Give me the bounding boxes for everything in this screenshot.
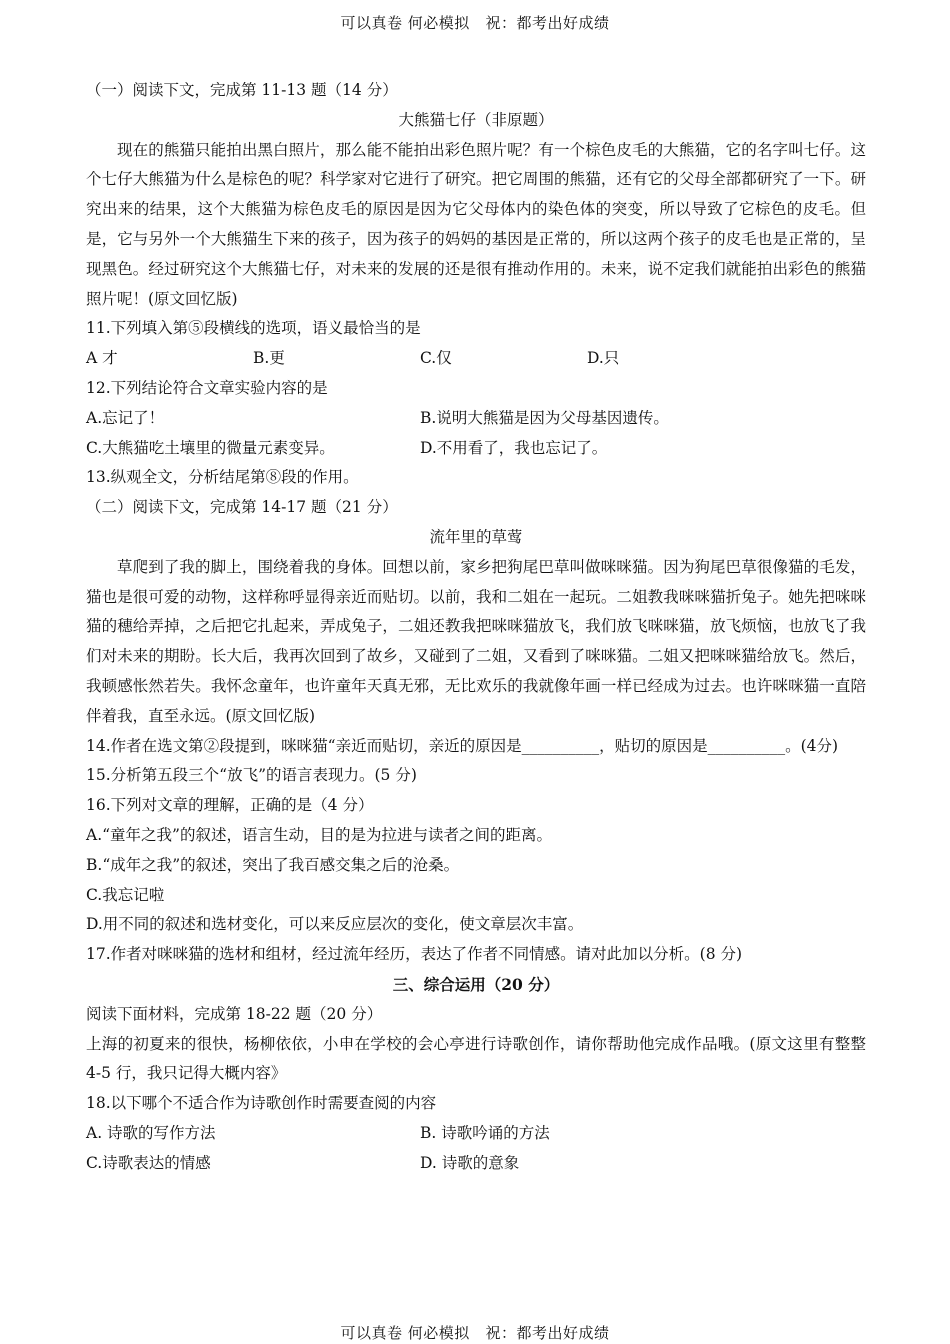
question-12: 12.下列结论符合文章实验内容的是 xyxy=(86,378,328,397)
option-d: D. 诗歌的意象 xyxy=(420,1153,520,1172)
passage-title: 流年里的草莺 xyxy=(429,527,523,546)
question-11-options xyxy=(86,344,866,374)
option-b: B. 诗歌吟诵的方法 xyxy=(420,1123,550,1142)
section-intro: （一）阅读下文，完成第 11-13 题（14 分） xyxy=(86,81,398,99)
option-c: C.我忘记啦 xyxy=(86,885,165,904)
page-header: 可以真卷 何必模拟 祝：都考出好成绩 xyxy=(340,14,610,32)
option-a: A 才 xyxy=(86,349,118,368)
page-content xyxy=(86,76,866,1178)
option-a: A.“童年之我”的叙述，语言生动，目的是为拉进与读者之间的距离。 xyxy=(86,825,552,844)
question-16: 16.下列对文章的理解，正确的是（4 分） xyxy=(86,796,374,815)
section-intro: 阅读下面材料，完成第 18-22 题（20 分） xyxy=(86,1004,383,1023)
option-c: C.仅 xyxy=(420,349,452,368)
question-12-options-row2 xyxy=(86,434,866,464)
question-13: 13.纵观全文，分析结尾第⑧段的作用。 xyxy=(86,468,359,487)
question-18-options-row1 xyxy=(86,1119,866,1149)
question-11: 11.下列填入第⑤段横线的选项，语义最恰当的是 xyxy=(86,319,421,338)
material-text: 上海的初夏来的很快，杨柳依依，小申在学校的会心亭进行诗歌创作，请你帮助他完成作品哦。(原文这里有整整 4-5 行，我只记得大概内容》 xyxy=(86,1034,866,1083)
option-b: B.说明大熊猫是因为父母基因遗传。 xyxy=(420,408,669,427)
question-18: 18.以下哪个不适合作为诗歌创作时需要查阅的内容 xyxy=(86,1094,437,1113)
passage-text: 草爬到了我的脚上，围绕着我的身体。回想以前，家乡把狗尾巴草叫做咪咪猫。因为狗尾巴草很像猫的毛发，猫也是很可爱的动物，这样称呼显得亲近而贴切。以前，我和二姐在一起玩。二姐教我咪咪猫折兔子。她先把咪咪猫的穗给弄掉，之后把它扎起来，弄成兔子，二姐还教我把咪咪猫放飞，我们放飞咪咪猫，放飞烦恼，也放飞了我们对未来的期盼。长大后，我再次回到了故乡，又碰到了二姐，又看到了咪咪猫。二姐又把咪咪猫给放飞。然后，我顿感怅然若失。我怀念童年，也许童年天真无邪，无比欢乐的我就像年画一样已经成为过去。也许咪咪猫一直陪伴着我，直至永远。(原文回忆版) xyxy=(86,557,866,725)
option-b: B.“成年之我”的叙述，突出了我百感交集之后的沧桑。 xyxy=(86,855,460,874)
question-15: 15.分析第五段三个“放飞”的语言表现力。(5 分) xyxy=(86,766,417,785)
page-footer: 可以真卷 何必模拟 祝：都考出好成绩 xyxy=(340,1324,610,1342)
section-heading: 三、综合运用（20 分） xyxy=(392,974,560,994)
option-b: B.更 xyxy=(253,349,285,368)
section-intro: （二）阅读下文，完成第 14-17 题（21 分） xyxy=(86,498,398,517)
option-a: A. 诗歌的写作方法 xyxy=(86,1123,216,1142)
option-a: A.忘记了！ xyxy=(86,408,165,427)
question-18-options-row2 xyxy=(86,1149,866,1179)
option-d: D.只 xyxy=(587,349,620,368)
option-c: C.大熊猫吃土壤里的微量元素变异。 xyxy=(86,438,335,457)
question-12-options-row1 xyxy=(86,404,866,434)
option-c: C.诗歌表达的情感 xyxy=(86,1153,211,1172)
question-17: 17.作者对咪咪猫的选材和组材，经过流年经历，表达了作者不同情感。请对此加以分析。(8 分) xyxy=(86,945,743,964)
option-d: D.不用看了，我也忘记了。 xyxy=(420,438,608,457)
passage-text: 现在的熊猫只能拍出黑白照片，那么能不能拍出彩色照片呢？有一个棕色皮毛的大熊猫，它的名字叫七仔。这个七仔大熊猫为什么是棕色的呢？科学家对它进行了研究。把它周围的熊猫，还有它的父母全部都研究了一下。研究出来的结果，这个大熊猫为棕色皮毛的原因是因为它父母体内的染色体的突变，所以导致了它棕色的皮毛。但是，它与另外一个大熊猫生下来的孩子，因为孩子的妈妈的基因是正常的，所以这两个孩子的皮毛也是正常的，呈现黑色。经过研究这个大熊猫七仔，对未来的发展的还是很有推动作用的。未来，说不定我们就能拍出彩色的熊猫照片呢！(原文回忆版) xyxy=(86,140,866,308)
passage-title: 大熊猫七仔（非原题） xyxy=(398,110,554,129)
question-14: 14.作者在选文第②段提到，咪咪猫“亲近而贴切，亲近的原因是__________，贴切的原因是__________。(4分) xyxy=(86,736,839,755)
option-d: D.用不同的叙述和选材变化，可以来反应层次的变化，使文章层次丰富。 xyxy=(86,915,584,934)
